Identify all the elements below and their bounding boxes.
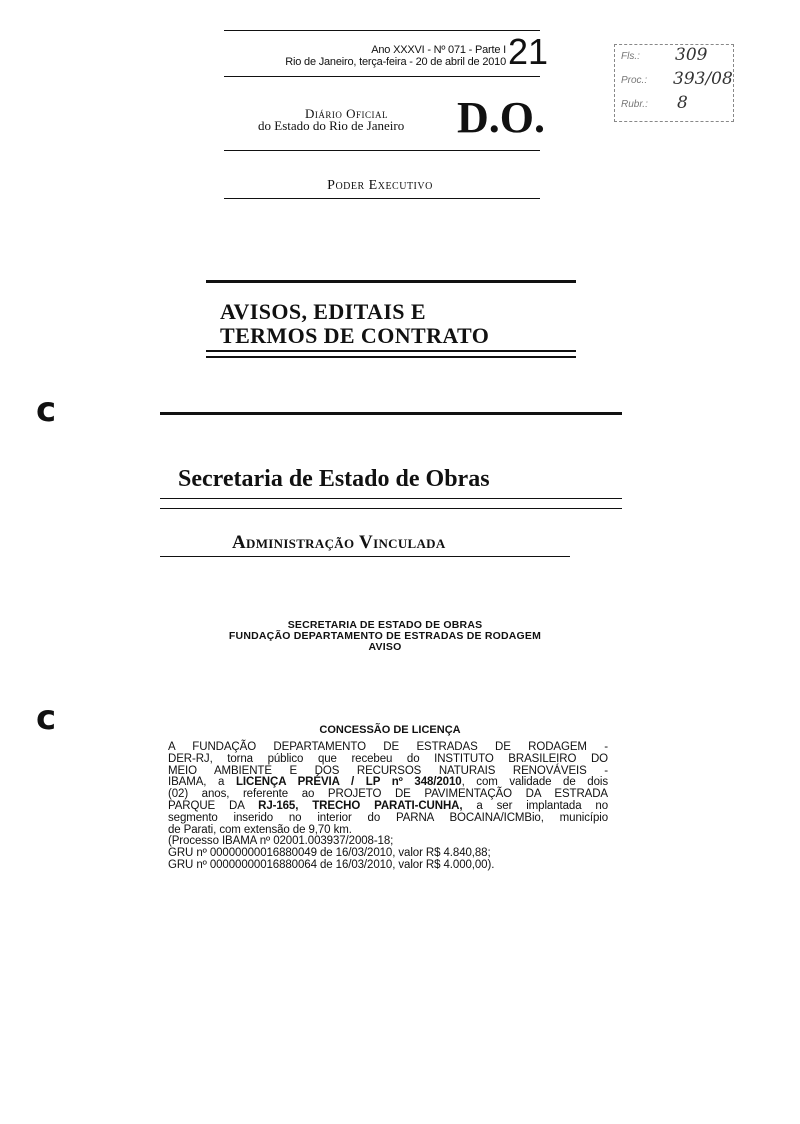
body-line-3: MEIO AMBIENTE E DOS RECURSOS NATURAIS RENOVÁVEIS - <box>168 764 608 777</box>
org-line-3: AVISO <box>368 641 402 653</box>
stamp-proc-label: Proc.: <box>621 75 648 86</box>
category-title-line1: AVISOS, EDITAIS E <box>220 299 426 324</box>
license-number: LICENÇA PRÉVIA / LP nº 348/2010 <box>235 776 462 789</box>
body-line-8: de Parati, com extensão de 9,70 km. <box>168 823 352 836</box>
page-number: 21 <box>508 31 549 72</box>
date-line: Rio de Janeiro, terça-feira - 20 de abril de 2010 <box>285 56 506 68</box>
section-title: Poder Executivo <box>327 178 433 193</box>
stamp-fls-label: Fls.: <box>621 51 640 62</box>
body-line-4c: , com validade de dois <box>461 776 608 789</box>
body-line-11: GRU nº 00000000016880064 de 16/03/2010, valor R$ 4.000,00). <box>168 858 495 871</box>
secretaria-top-rule <box>160 412 622 415</box>
body-line-6c: a ser implantada no <box>462 799 608 812</box>
do-logo: D.O. <box>457 93 545 142</box>
body-line-10: GRU nº 00000000016880049 de 16/03/2010, valor R$ 4.840,88; <box>168 847 491 860</box>
body-line-5: (02) anos, referente ao PROJETO DE PAVIMENTAÇÃO DA ESTRADA <box>168 788 608 801</box>
body-line-7: segmento inserido no interior do PARNA BOCAINA/ICMBio, município <box>168 811 608 824</box>
margin-mark-2: c <box>36 698 57 738</box>
masthead-rule <box>224 150 540 151</box>
secretaria-title: Secretaria de Estado de Obras <box>178 466 490 492</box>
secretaria-rule-2 <box>160 508 622 509</box>
org-line-2: FUNDAÇÃO DEPARTAMENTO DE ESTRADAS DE RODAGEM <box>228 630 542 642</box>
section-rule <box>224 198 540 199</box>
header-top-rule <box>224 30 540 31</box>
stamp-proc-value: 393/08 <box>673 69 733 89</box>
protocol-stamp <box>614 44 734 122</box>
avisos-rule-2 <box>206 356 576 358</box>
stamp-fls-value: 309 <box>675 45 708 65</box>
body-line-9: (Processo IBAMA nº 02001.003937/2008-18; <box>168 835 394 848</box>
road-segment: RJ-165, TRECHO PARATI-CUNHA, <box>258 799 463 812</box>
administracao-rule <box>160 556 570 557</box>
masthead-subtitle: do Estado do Rio de Janeiro <box>258 118 405 133</box>
header-bottom-rule <box>224 76 540 77</box>
body-line-6a: PARQUE DA <box>168 799 259 812</box>
notice-title: CONCESSÃO DE LICENÇA <box>319 724 461 736</box>
org-line-1: SECRETARIA DE ESTADO DE OBRAS <box>287 619 483 631</box>
category-title <box>220 300 489 348</box>
margin-mark-1: c <box>36 390 57 430</box>
stamp-rubr-label: Rubr.: <box>621 99 648 110</box>
body-line-6 <box>168 801 608 813</box>
category-title-line2: TERMOS DE CONTRATO <box>220 323 490 348</box>
stamp-rubr-value: 8 <box>677 93 688 113</box>
body-line-2: DER-RJ, torna público que recebeu do INSTITUTO BRASILEIRO DO <box>168 752 608 765</box>
avisos-rule-1 <box>206 350 576 352</box>
body-line-1: A FUNDAÇÃO DEPARTAMENTO DE ESTRADAS DE RODAGEM - <box>168 741 608 753</box>
administracao-title: Administração Vinculada <box>232 532 446 553</box>
avisos-top-rule <box>206 280 576 283</box>
secretaria-rule-1 <box>160 498 622 499</box>
masthead-title: Diário Oficial <box>305 106 389 121</box>
notice-body <box>168 742 608 872</box>
edition-line: Ano XXXVI - Nº 071 - Parte I <box>371 44 506 56</box>
body-line-4a: IBAMA, a <box>168 776 236 789</box>
